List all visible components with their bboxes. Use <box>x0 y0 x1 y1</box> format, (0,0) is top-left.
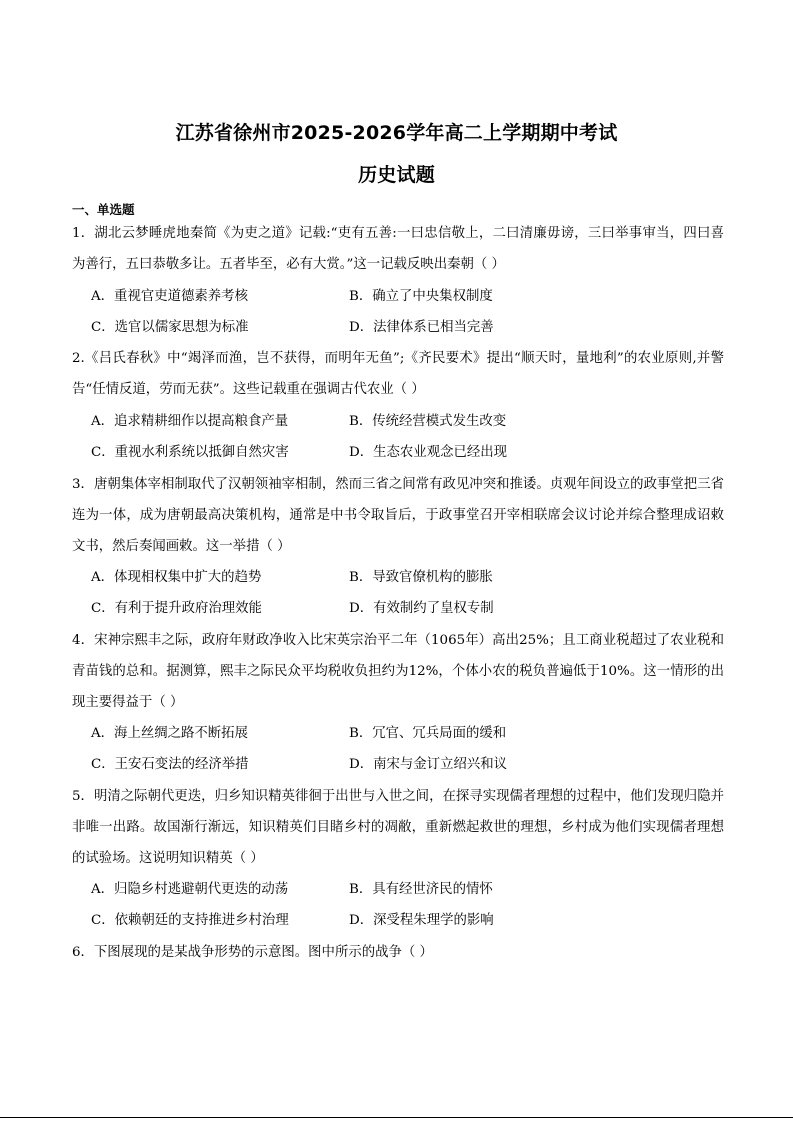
page-bottom-divider <box>0 1117 793 1118</box>
question-2-option-d: D．生态农业观念已经出现 <box>349 445 508 460</box>
question-4-option-a: A．海上丝绸之路不断拓展 <box>91 726 248 741</box>
exam-title: 江苏省徐州市2025-2026学年高二上学期期中考试 <box>175 122 618 144</box>
question-3-option-a: A．体现相权集中扩大的趋势 <box>91 570 262 585</box>
exam-subtitle: 历史试题 <box>358 164 435 186</box>
question-2-option-b: B．传统经营模式发生改变 <box>349 414 507 429</box>
question-5-option-d: D．深受程朱理学的影响 <box>349 913 494 928</box>
question-1-stem: 1．湖北云梦睡虎地秦简《为吏之道》记载:“吏有五善:一曰忠信敬上，二曰清廉毋谤，三曰举事审当，四曰喜为善行，五曰恭敬多让。五者毕至，必有大赏。”这一记载反映出秦朝（ ） <box>72 226 724 272</box>
question-4-option-c: C．王安石变法的经济举措 <box>91 757 249 772</box>
question-3-option-c: C．有利于提升政府治理效能 <box>91 601 262 616</box>
question-5-option-a: A．归隐乡村逃避朝代更迭的动荡 <box>91 882 289 897</box>
question-5-stem: 5．明清之际朝代更迭，归乡知识精英徘徊于出世与入世之间，在探寻实现儒者理想的过程中，他们发现归隐并非唯一出路。故国渐行渐远，知识精英们目睹乡村的凋敝，重新燃起救世的理想，乡村成为他们实现儒者理想的试验场。这说明知识精英（ ） <box>72 789 724 866</box>
section-heading: 一、单选题 <box>72 202 135 217</box>
question-5-option-c: C．依赖朝廷的支持推进乡村治理 <box>91 913 289 928</box>
question-1-option-a: A．重视官吏道德素养考核 <box>91 289 248 304</box>
question-3-stem: 3．唐朝集体宰相制取代了汉朝领袖宰相制，然而三省之间常有政见冲突和推诿。贞观年间设立的政事堂把三省连为一体，成为唐朝最高决策机构，通常是中书令取旨后，于政事堂召开宰相联席会议讨论并综合整理成诏敕文书，然后奏闻画敕。这一举措（ ） <box>72 477 724 554</box>
question-2-stem: 2.《吕氏春秋》中“竭泽而渔，岂不获得，而明年无鱼”;《齐民要术》提出“顺天时，量地利”的农业原则,并警告“任情反道，劳而无获”。这些记载重在强调古代农业（ ） <box>72 351 724 397</box>
question-1-option-d: D．法律体系已相当完善 <box>349 320 494 335</box>
question-2-option-a: A．追求精耕细作以提高粮食产量 <box>91 414 289 429</box>
question-5-option-b: B．具有经世济民的情怀 <box>349 882 493 897</box>
question-2-option-c: C．重视水利系统以抵御自然灾害 <box>91 445 289 460</box>
question-4-option-d: D．南宋与金订立绍兴和议 <box>349 757 508 772</box>
question-1-option-c: C．选官以儒家思想为标准 <box>91 320 249 335</box>
question-3-option-b: B．导致官僚机构的膨胀 <box>349 570 493 585</box>
question-4-stem: 4．宋神宗熙丰之际，政府年财政净收入比宋英宗治平二年（1065年）高出25%；且工商业税超过了农业税和青苗钱的总和。据测算，熙丰之际民众平均税收负担约为12%，个体小农的税负普遍低于10%。这一情形的出现主要得益于（ ） <box>72 633 724 710</box>
question-4-option-b: B．冗官、冗兵局面的缓和 <box>349 726 507 741</box>
question-1-option-b: B．确立了中央集权制度 <box>349 289 493 304</box>
question-6-stem: 6．下图展现的是某战争形势的示意图。图中所示的战争（ ） <box>72 945 433 960</box>
question-3-option-d: D．有效制约了皇权专制 <box>349 601 494 616</box>
